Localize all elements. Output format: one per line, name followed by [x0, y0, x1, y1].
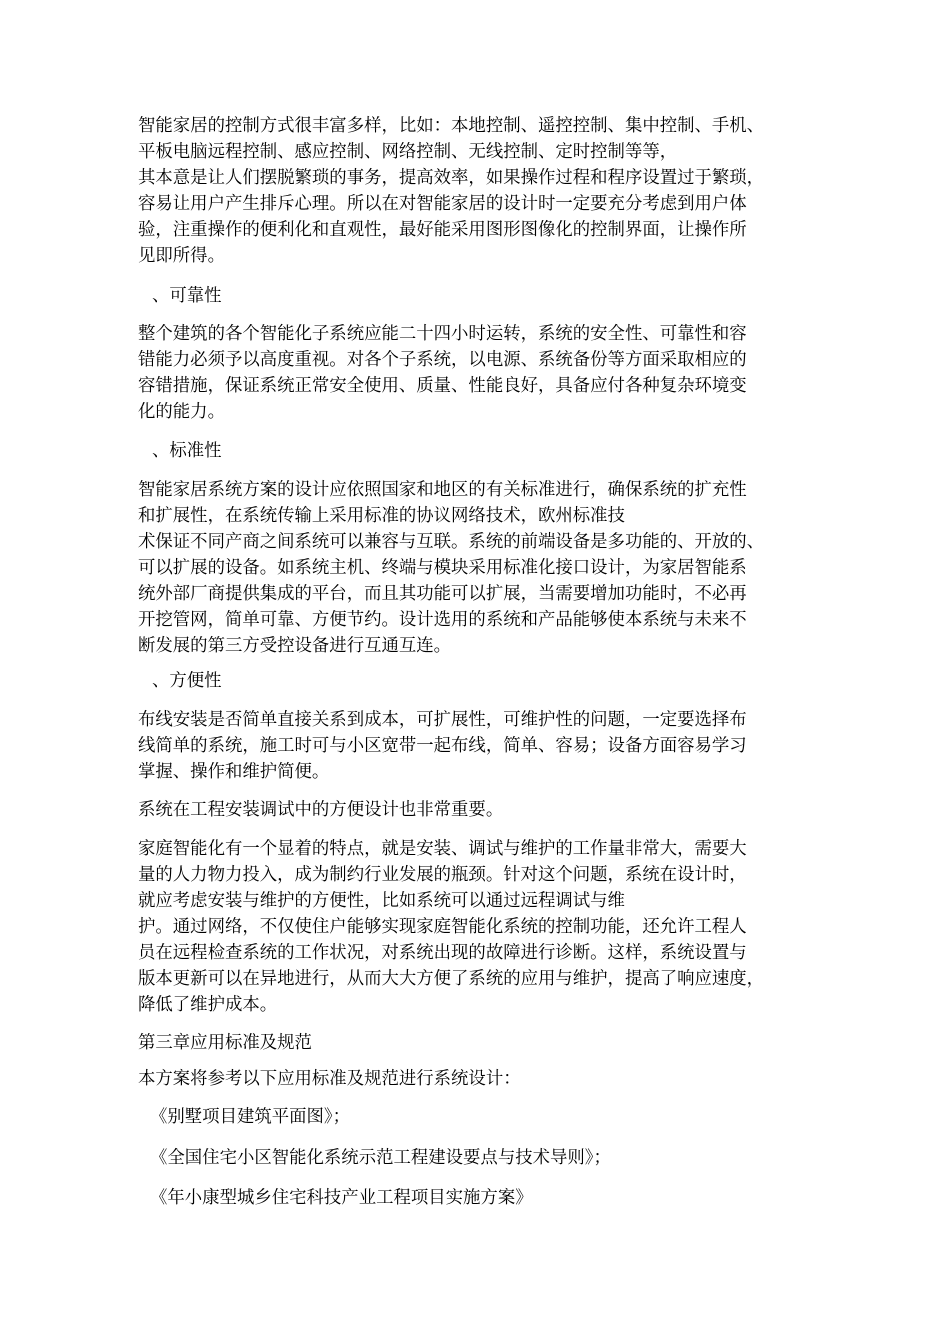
- reference-item: 《别墅项目建筑平面图》；: [150, 1107, 350, 1127]
- paragraph-line: 员在远程检查系统的工作状况，对系统出现的故障进行诊断。这样，系统设置与: [138, 943, 747, 963]
- paragraph-line: 整个建筑的各个智能化子系统应能二十四小时运转，系统的安全性、可靠性和容: [138, 324, 747, 344]
- paragraph-line: 平板电脑远程控制、感应控制、网络控制、无线控制、定时控制等等，: [138, 142, 678, 162]
- paragraph-line: 见即所得。: [138, 246, 225, 266]
- paragraph-line: 化的能力。: [138, 402, 225, 422]
- paragraph-line: 家庭智能化有一个显着的特点，就是安装、调试与维护的工作量非常大，需要大: [138, 839, 747, 859]
- paragraph-line: 本方案将参考以下应用标准及规范进行系统设计：: [138, 1069, 521, 1089]
- paragraph-line: 护。通过网络，不仅使住户能够实现家庭智能化系统的控制功能，还允许工程人: [138, 917, 747, 937]
- reference-item: 《年小康型城乡住宅科技产业工程项目实施方案》: [150, 1188, 533, 1208]
- paragraph-line: 量的人力物力投入，成为制约行业发展的瓶颈。针对这个问题，系统在设计时，: [138, 865, 747, 885]
- paragraph-line: 容错措施，保证系统正常安全使用、质量、性能良好，具备应付各种复杂环境变: [138, 376, 747, 396]
- paragraph-line: 统外部厂商提供集成的平台，而且其功能可以扩展，当需要增加功能时，不必再: [138, 584, 747, 604]
- paragraph-line: 其本意是让人们摆脱繁琐的事务，提高效率，如果操作过程和程序设置过于繁琐，: [138, 168, 765, 188]
- paragraph-line: 智能家居的控制方式很丰富多样，比如：本地控制、遥控控制、集中控制、手机、: [138, 116, 765, 136]
- paragraph-line: 容易让用户产生排斥心理。所以在对智能家居的设计时一定要充分考虑到用户体: [138, 194, 747, 214]
- paragraph-line: 智能家居系统方案的设计应依照国家和地区的有关标准进行，确保系统的扩充性: [138, 480, 747, 500]
- paragraph-line: 开挖管网，简单可靠、方便节约。设计选用的系统和产品能够使本系统与未来不: [138, 610, 747, 630]
- paragraph-line: 布线安装是否简单直接关系到成本，可扩展性，可维护性的问题，一定要选择布: [138, 710, 747, 730]
- section-heading-reliability: 、可靠性: [152, 286, 222, 306]
- paragraph-line: 掌握、操作和维护简便。: [138, 762, 330, 782]
- section-heading-convenience: 、方便性: [152, 671, 222, 691]
- chapter-heading: 第三章应用标准及规范: [138, 1033, 312, 1053]
- paragraph-line: 和扩展性，在系统传输上采用标准的协议网络技术，欧州标准技: [138, 506, 625, 526]
- paragraph-line: 线简单的系统，施工时可与小区宽带一起布线，简单、容易；设备方面容易学习: [138, 736, 747, 756]
- paragraph-line: 版本更新可以在异地进行，从而大大方便了系统的应用与维护，提高了响应速度，: [138, 969, 765, 989]
- paragraph-line: 断发展的第三方受控设备进行互通互连。: [138, 636, 452, 656]
- paragraph-line: 降低了维护成本。: [138, 995, 278, 1015]
- paragraph-line: 验，注重操作的便利化和直观性，最好能采用图形图像化的控制界面，让操作所: [138, 220, 747, 240]
- reference-item: 《全国住宅小区智能化系统示范工程建设要点与技术导则》；: [150, 1148, 611, 1168]
- paragraph-line: 就应考虑安装与维护的方便性，比如系统可以通过远程调试与维: [138, 891, 625, 911]
- paragraph-line: 术保证不同产商之间系统可以兼容与互联。系统的前端设备是多功能的、开放的、: [138, 532, 765, 552]
- paragraph-line: 可以扩展的设备。如系统主机、终端与模块采用标准化接口设计，为家居智能系: [138, 558, 747, 578]
- section-heading-standard: 、标准性: [152, 441, 222, 461]
- paragraph-line: 系统在工程安装调试中的方便设计也非常重要。: [138, 800, 504, 820]
- paragraph-line: 错能力必须予以高度重视。对各个子系统，以电源、系统备份等方面采取相应的: [138, 350, 747, 370]
